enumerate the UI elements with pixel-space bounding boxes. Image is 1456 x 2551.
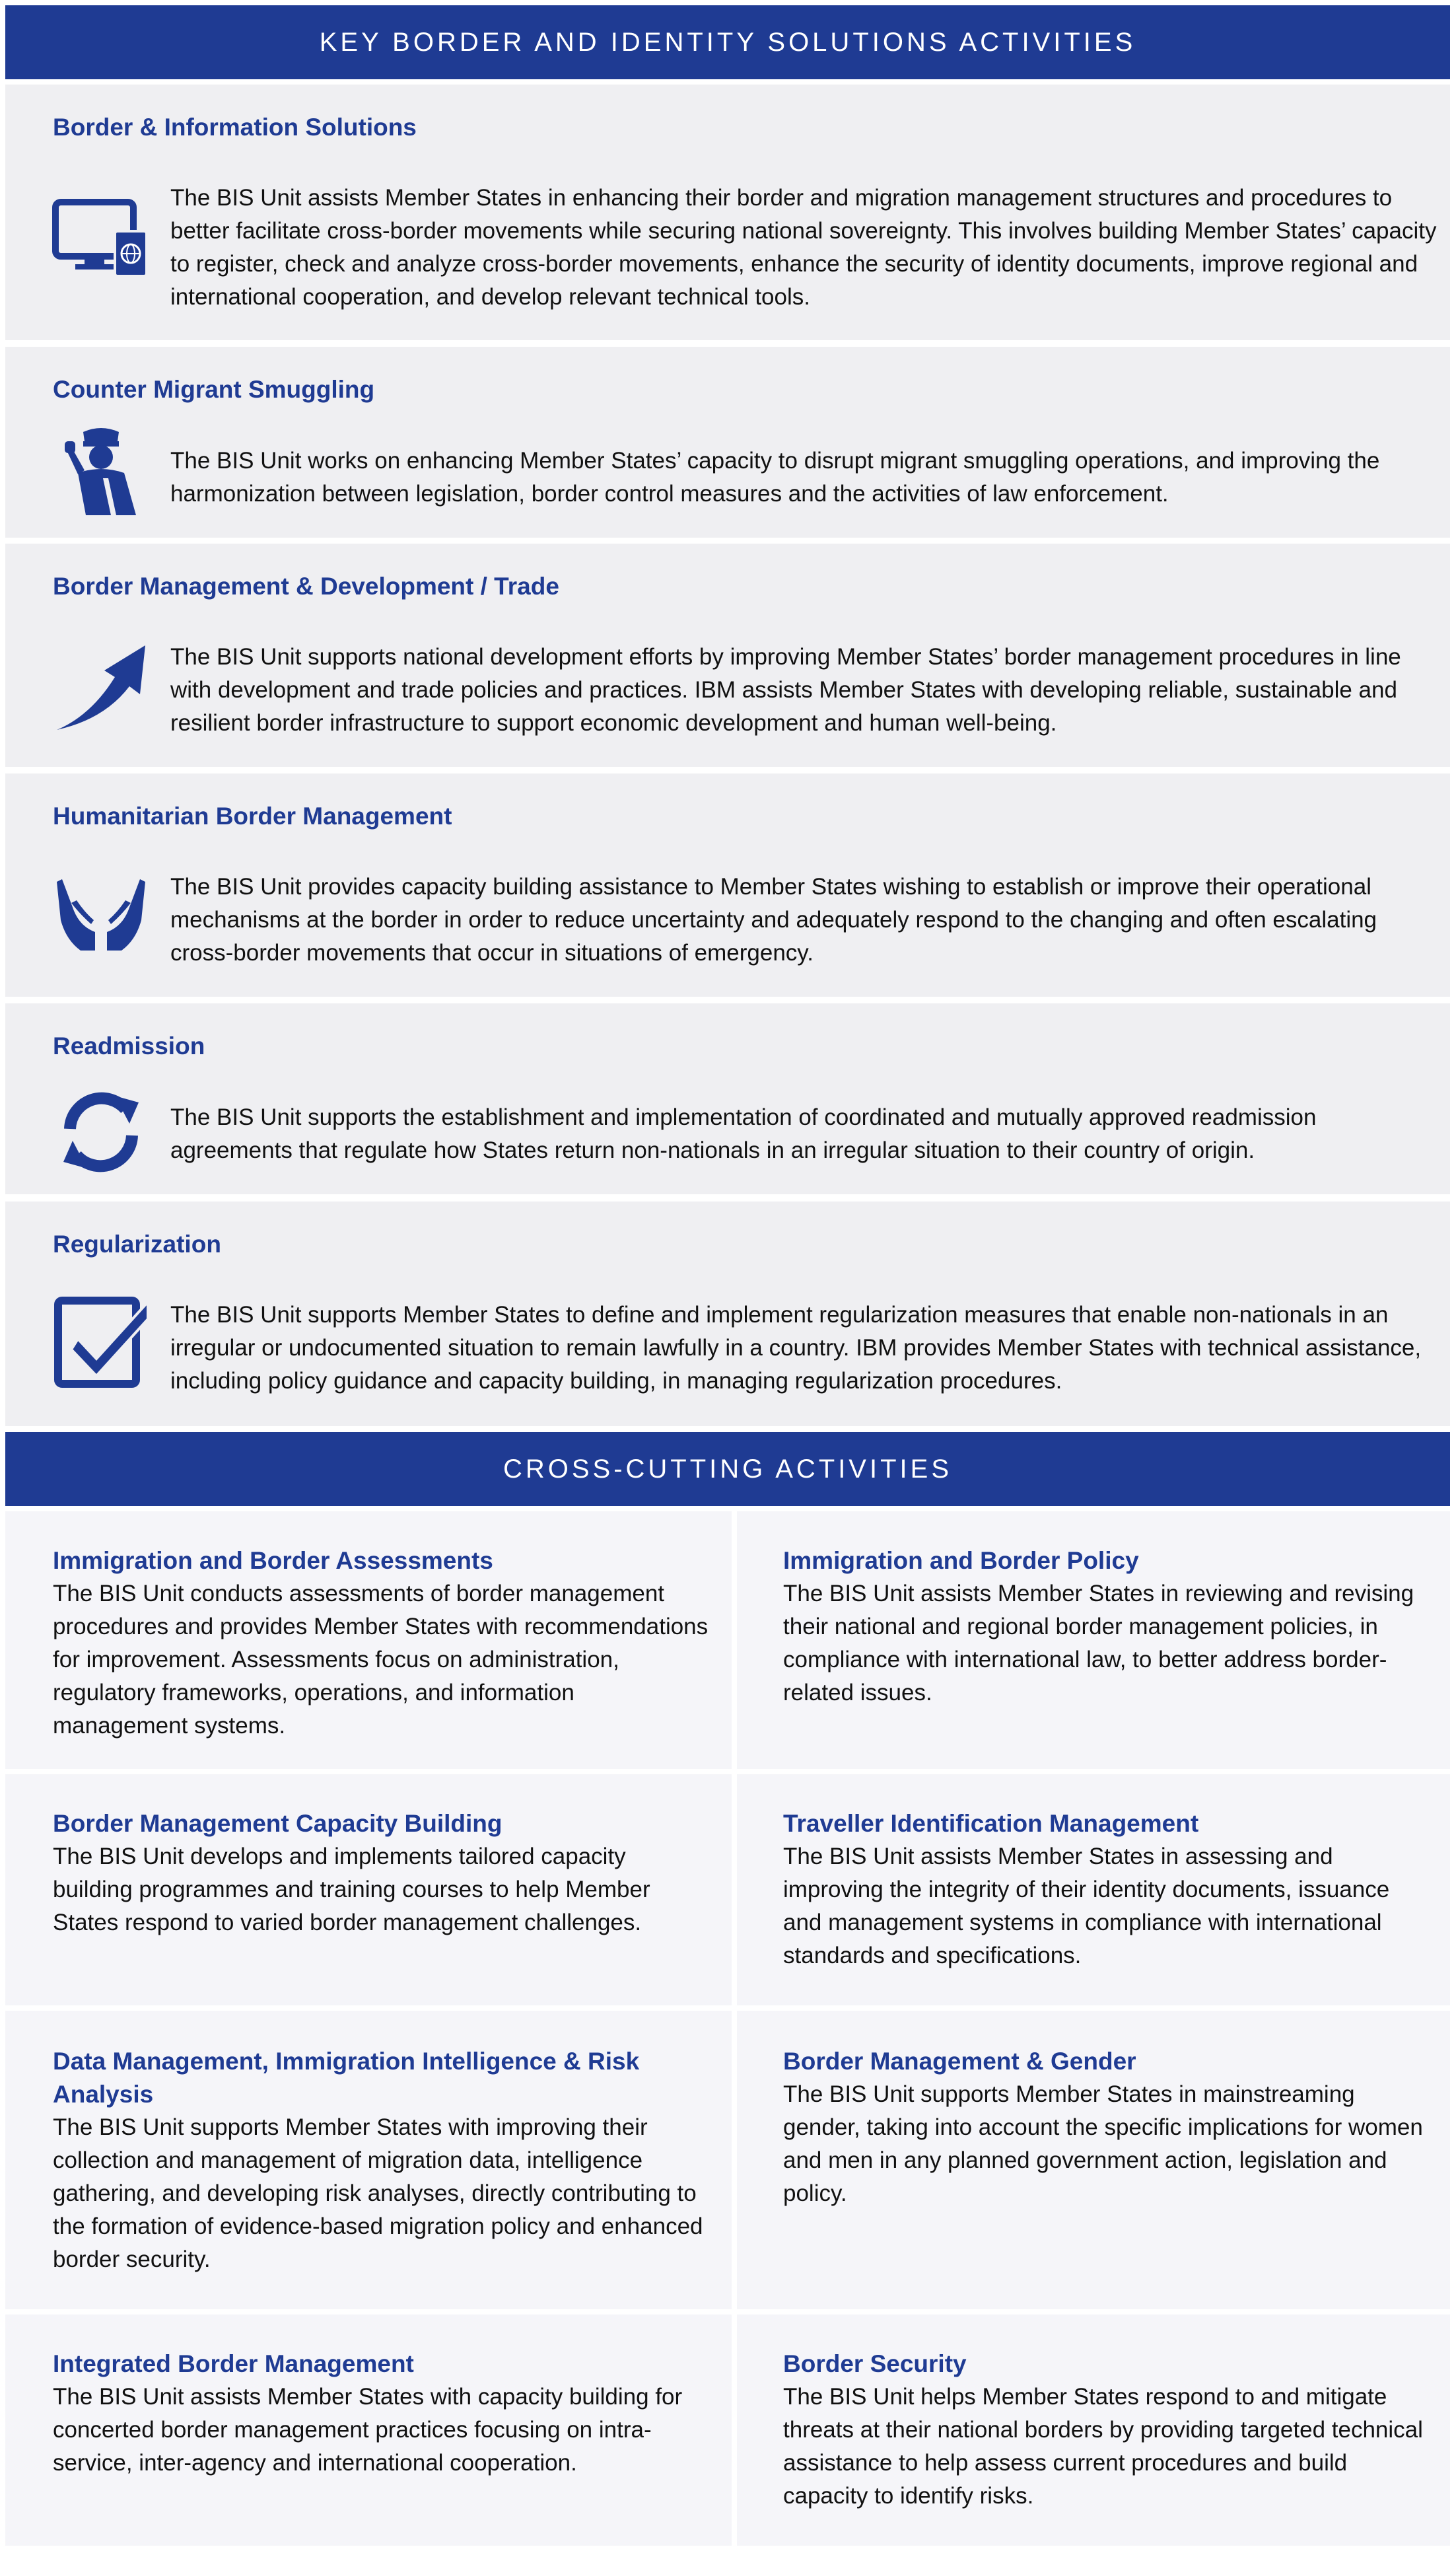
cross-cutting-title: Integrated Border Management: [53, 2350, 414, 2377]
cross-cutting-title: Immigration and Border Assessments: [53, 1547, 493, 1574]
upward-arrow-icon: [52, 636, 151, 735]
activity-description: The BIS Unit assists Member States in enhancing their border and migration management structures and procedures to better facilitate cross-border movements while securing national sovereignty. This involves building Member States’ capacity to register, check and analyze cross-border movements, enhance the security of identity documents, improve regional and international cooperation, and develop relevant technical tools.: [170, 185, 1437, 310]
cross-cutting-description: The BIS Unit conducts assessments of border management procedures and provides Member States with recommendations for improvement. Assessments focus on administration, regulatory frameworks, operations, and information management systems.: [53, 1581, 709, 1739]
key-activities-title: KEY BORDER AND IDENTITY SOLUTIONS ACTIVITIES: [319, 27, 1136, 57]
cross-cutting-cell-data-management: [5, 2011, 732, 2309]
cross-cutting-description: The BIS Unit supports Member States with improving their collection and management of migration data, intelligence gathering, and developing risk analyses, directly contributing to the formation of evidence-based migration policy and enhanced border security.: [53, 2114, 703, 2272]
cross-cutting-title: Data Management, Immigration Intelligence & Risk Analysis: [53, 2048, 640, 2108]
cross-cutting-title: Border Management & Gender: [783, 2048, 1136, 2075]
activity-card-regularization: [5, 1202, 1450, 1426]
cross-cutting-description: The BIS Unit assists Member States with capacity building for concerted border management practices focusing on intra-service, inter-agency and international cooperation.: [53, 2384, 683, 2476]
cross-cutting-title: Border Management Capacity Building: [53, 1810, 503, 1837]
cross-cutting-title: Immigration and Border Policy: [783, 1547, 1139, 1574]
checkbox-icon: [52, 1293, 151, 1392]
cross-cutting-banner: [5, 1432, 1450, 1506]
activity-title: Humanitarian Border Management: [53, 803, 452, 830]
key-activities-banner: [5, 5, 1450, 79]
activity-description: The BIS Unit supports the establishment and implementation of coordinated and mutually approved readmission agreements that regulate how States return non-nationals in an irregular situation to their country of origin.: [170, 1104, 1317, 1163]
cross-cutting-cell-capacity-building: [5, 1774, 732, 2005]
activity-description: The BIS Unit works on enhancing Member States’ capacity to disrupt migrant smuggling operations, and improving the harmonization between legislation, border control measures and the activities of law enforcement.: [170, 448, 1380, 507]
cross-cutting-title: Border Security: [783, 2350, 967, 2377]
activity-card-humanitarian-border-management: [5, 773, 1450, 997]
cross-cutting-description: The BIS Unit develops and implements tailored capacity building programmes and training courses to help Member States respond to varied border management challenges.: [53, 1844, 650, 1935]
activity-title: Border & Information Solutions: [53, 114, 417, 141]
cross-cutting-title: Traveller Identification Management: [783, 1810, 1199, 1837]
activity-description: The BIS Unit supports Member States to define and implement regularization measures that enable non-nationals in an irregular or undocumented situation to remain lawfully in a country. IBM provides Member States with technical assistance, including policy guidance and capacity building, in managing regularization procedures.: [170, 1302, 1422, 1394]
cross-cutting-cell-immigration-border-policy: [737, 1511, 1450, 1769]
cross-cutting-cell-border-management-gender: [737, 2011, 1450, 2309]
refresh-arrows-icon: [52, 1083, 151, 1182]
activity-card-readmission: [5, 1003, 1450, 1194]
activity-title: Readmission: [53, 1032, 205, 1060]
computer-passport-icon: [52, 190, 151, 289]
cross-cutting-description: The BIS Unit assists Member States in assessing and improving the integrity of their identity documents, issuance and management systems in compliance with international standards and specifications.: [783, 1844, 1390, 1968]
cross-cutting-description: The BIS Unit helps Member States respond to and mitigate threats at their national borders by providing targeted technical assistance to help assess current procedures and build capacity to identify risks.: [783, 2384, 1423, 2509]
activity-card-border-management-development-trade: [5, 544, 1450, 767]
cross-cutting-cell-traveller-identification: [737, 1774, 1450, 2005]
cross-cutting-description: The BIS Unit assists Member States in reviewing and revising their national and regional border management policies, in compliance with international law, to better address border-related issues.: [783, 1581, 1414, 1706]
cross-cutting-title: CROSS-CUTTING ACTIVITIES: [503, 1454, 953, 1484]
cross-cutting-description: The BIS Unit supports Member States in mainstreaming gender, taking into account the specific implications for women and men in any planned government action, legislation and policy.: [783, 2081, 1423, 2206]
activity-title: Regularization: [53, 1231, 221, 1258]
border-officer-icon: [52, 423, 151, 522]
open-hands-icon: [52, 863, 151, 962]
activity-description: The BIS Unit provides capacity building assistance to Member States wishing to establish or improve their operational mechanisms at the border in order to reduce uncertainty and adequately respond to the changing and often escalating cross-border movements that occur in situations of emergency.: [170, 874, 1377, 966]
activity-title: Border Management & Development / Trade: [53, 573, 559, 600]
cross-cutting-cell-border-security: [737, 2315, 1450, 2546]
activity-title: Counter Migrant Smuggling: [53, 376, 375, 403]
cross-cutting-cell-immigration-border-assessments: [5, 1511, 732, 1769]
activity-card-border-information-solutions: [5, 85, 1450, 340]
activity-card-counter-migrant-smuggling: [5, 347, 1450, 538]
cross-cutting-cell-integrated-border-management: [5, 2315, 732, 2546]
activity-description: The BIS Unit supports national development efforts by improving Member States’ border management procedures in line with development and trade policies and practices. IBM assists Member States with developing reliable, sustainable and resilient border infrastructure to support economic development and human well-being.: [170, 644, 1401, 736]
